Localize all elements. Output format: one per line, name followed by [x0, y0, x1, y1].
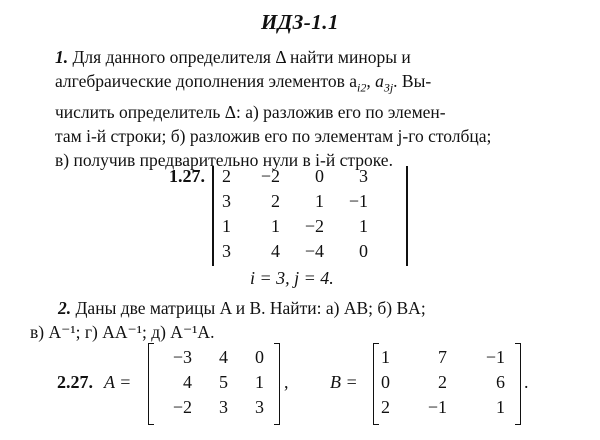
determinant-grid	[222, 164, 368, 264]
task1-subscript-2: 3j	[383, 80, 394, 95]
matrix-a-label: A =	[104, 372, 132, 392]
matrix-a-cell: 5	[219, 372, 228, 392]
determinant-cell: 1	[359, 216, 368, 236]
matrix-a-grid	[156, 345, 264, 420]
task1-line-3: числить определитель Δ: а) разложив его по элемен-	[55, 101, 446, 122]
determinant-cell: 2	[222, 166, 231, 186]
matrix-b-row	[381, 345, 505, 370]
determinant-cell: 3	[359, 166, 368, 186]
task1-number: 1.	[55, 47, 69, 67]
matrix-b-cell: 2	[438, 372, 447, 392]
matrix-a-cell: −3	[172, 347, 192, 367]
determinant-cell: −2	[260, 166, 280, 186]
determinant-row	[222, 239, 368, 264]
determinant-cell: 1	[222, 216, 231, 236]
matrix-b-cell: 1	[381, 347, 390, 367]
task2-text	[30, 296, 575, 344]
determinant-right-bar	[406, 166, 408, 266]
matrix-b-cell: 2	[381, 397, 390, 417]
matrix-b-right-bracket	[515, 343, 521, 425]
matrix-separator: ,	[284, 372, 289, 392]
matrix-b-cell: 6	[496, 372, 505, 392]
task1-condition: i = 3, j = 4.	[250, 268, 334, 288]
matrix-a-row	[156, 395, 264, 420]
page-title: ИДЗ-1.1	[260, 10, 340, 34]
determinant-cell: 2	[271, 191, 280, 211]
determinant-left-bar	[212, 166, 214, 266]
determinant-cell: −4	[304, 241, 324, 261]
determinant-row	[222, 214, 368, 239]
matrix-a-cell: 1	[255, 372, 264, 392]
matrix-b-row	[381, 370, 505, 395]
matrix-a-right-bracket	[274, 343, 280, 425]
determinant-cell: 0	[315, 166, 324, 186]
task2-number: 2.	[58, 298, 72, 318]
matrix-end-period: .	[524, 372, 529, 392]
task2-line-1	[30, 296, 575, 320]
task2-line-2: в) A⁻¹; г) AA⁻¹; д) A⁻¹A.	[30, 322, 215, 342]
matrix-b-grid	[381, 345, 505, 420]
determinant-row	[222, 164, 368, 189]
task1-line-1-text: Для данного определителя Δ найти миноры и	[68, 47, 411, 67]
matrix-a-cell: 4	[219, 347, 228, 367]
matrix-a-cell: 4	[183, 372, 192, 392]
matrix-a-left-bracket	[148, 343, 154, 425]
determinant-cell: −2	[304, 216, 324, 236]
determinant-cell: 3	[222, 241, 231, 261]
determinant-cell: −1	[348, 191, 368, 211]
determinant-cell: 3	[222, 191, 231, 211]
matrix-a-cell: −2	[172, 397, 192, 417]
matrix-a-cell: 3	[255, 397, 264, 417]
matrix-b	[373, 343, 521, 425]
matrix-b-row	[381, 395, 505, 420]
task1-subscript-1: i2	[356, 80, 367, 95]
matrix-b-cell: −1	[485, 347, 505, 367]
task2-variant-label: 2.27.	[57, 372, 93, 392]
task1-line-2-mid: , a	[366, 71, 384, 91]
task1-text	[55, 45, 575, 172]
matrix-a	[148, 343, 280, 425]
determinant	[212, 164, 408, 268]
determinant-cell: 1	[271, 216, 280, 236]
task2-line-1-text: Даны две матрицы A и B. Найти: а) AB; б) BA;	[71, 298, 426, 318]
matrix-b-cell: −1	[427, 397, 447, 417]
task1-line-5: в) получив предварительно нули в i-й строке.	[55, 149, 393, 170]
task1-line-1	[55, 45, 575, 69]
task1-line-2	[55, 69, 575, 100]
matrix-b-label: B =	[330, 372, 358, 392]
matrix-b-cell: 7	[438, 347, 447, 367]
matrix-a-row	[156, 345, 264, 370]
matrix-a-cell: 3	[219, 397, 228, 417]
determinant-cell: 4	[271, 241, 280, 261]
matrix-b-cell: 0	[381, 372, 390, 392]
task1-variant-label: 1.27.	[169, 166, 205, 186]
matrix-a-cell: 0	[255, 347, 264, 367]
task1-line-2-end: . Вы-	[393, 71, 432, 91]
matrix-b-cell: 1	[496, 397, 505, 417]
matrix-b-left-bracket	[373, 343, 379, 425]
matrix-a-row	[156, 370, 264, 395]
task1-line-2-text: алгебраические дополнения элементов a	[55, 71, 357, 91]
task1-line-4: там i-й строки; б) разложив его по элементам j-го столбца;	[55, 125, 492, 146]
determinant-cell: 1	[315, 191, 324, 211]
determinant-row	[222, 189, 368, 214]
determinant-cell: 0	[359, 241, 368, 261]
